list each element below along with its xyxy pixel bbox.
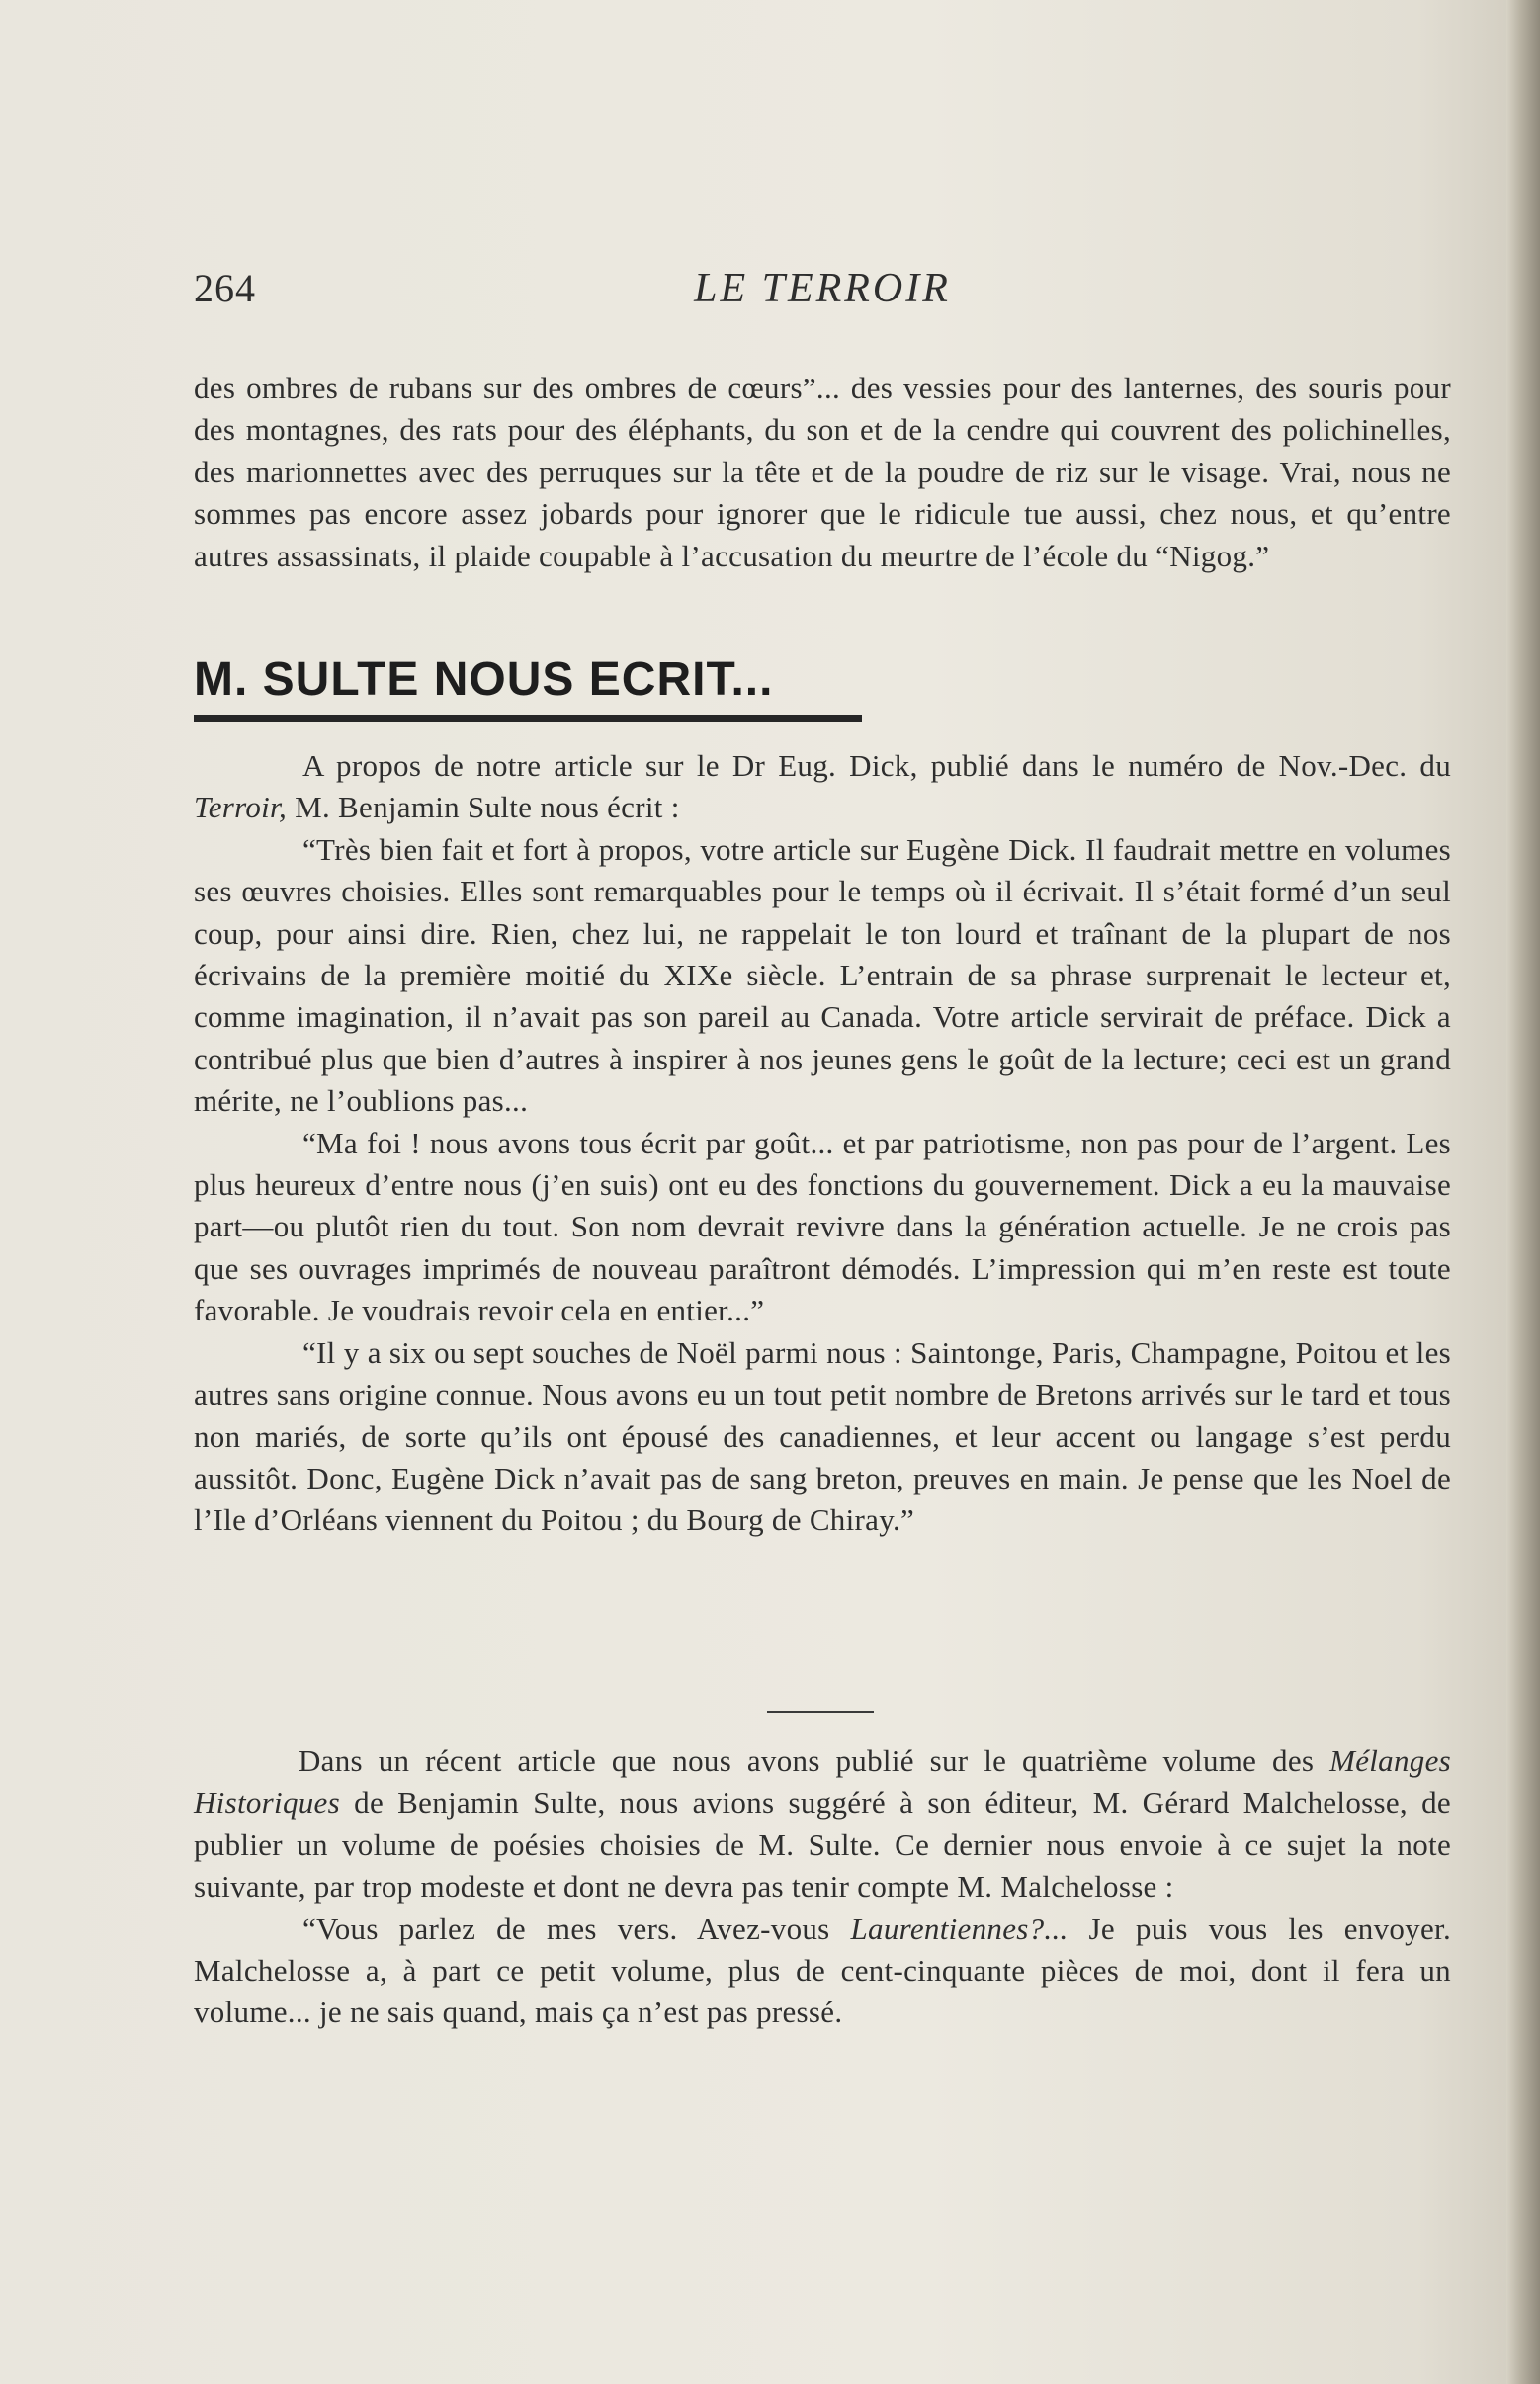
letter-text-block: [194, 745, 1451, 1542]
intro-paragraph: des ombres de rubans sur des ombres de cœurs”... des vessies pour des lanternes, des souris pour des montagnes, des rats pour des éléphants, du son et de la cendre qui couvrent des polichinelles, des marionnettes avec des perruques sur la tête et de la poudre de riz sur le visage. Vrai, nous ne sommes pas encore assez jobards pour ignorer que le ridicule tue aussi, chez nous, et qu’entre autres assassinats, il plaide coupable à l’accusation du meurtre de l’école du “Nigog.”: [194, 371, 1451, 573]
page-number: 264: [194, 266, 256, 310]
quote-paragraph-3: “Il y a six ou sept souches de Noël parmi nous : Saintonge, Paris, Champagne, Poitou et les autres sans origine connue. Nous avons eu un tout petit nombre de Bretons arrivés sur le tard et tous non mariés, de sorte qu’ils ont épousé des canadiennes, et leur accent ou langage s’est perdu aussitôt. Donc, Eugène Dick n’avait pas de sang breton, preuves en main. Je pense que les Noel de l’Ile d’Orléans viennent du Poitou ; du Bourg de Chiray.”: [194, 1334, 1451, 1538]
section-heading: M. SULTE NOUS ECRIT...: [194, 653, 774, 706]
section-separator: [767, 1711, 874, 1713]
quote-paragraph-2: “Ma foi ! nous avons tous écrit par goût... et par patriotisme, non pas pour de l’argent. Les plus heureux d’entre nous (j’en suis) ont eu des fonctions du gouvernement. Dick a eu la mauvaise part—ou plutôt rien du tout. Son nom devrait revivre dans la génération actuelle. Je ne crois pas que ses ouvrages imprimés de nouveau paraîtront démodés. L’impression qui m’en reste est toute favorable. Je voudrais revoir cela en entier...”: [194, 1125, 1451, 1328]
followup-2-book-title: Laurentiennes?...: [850, 1911, 1069, 1946]
followup-2-start: “Vous parlez de mes vers. Avez-vous: [302, 1911, 851, 1946]
followup-paragraph-1: [194, 1741, 1451, 1909]
running-title: LE TERROIR: [694, 266, 951, 311]
quote-paragraph-1: “Très bien fait et fort à propos, votre article sur Eugène Dick. Il faudrait mettre en volumes ses œuvres choisies. Elles sont remarquables pour le temps où il écrivait. Il s’était formé d’un seul coup, pour ainsi dire. Rien, chez lui, ne rappelait le ton lourd et traînant de la plupart de nos écrivains de la première moitié du XIXe siècle. L’entrain de sa phrase surprenait le lecteur et, comme imagination, il n’avait pas son pareil au Canada. Votre article servirait de préface. Dick a contribué plus que bien d’autres à inspirer à nos jeunes gens le goût de la lecture; ceci est un grand mérite, ne l’oublions pas...: [194, 831, 1451, 1119]
lead-paragraph: [194, 745, 1451, 829]
heading-underline: [194, 715, 862, 722]
lead-text-end: M. Benjamin Sulte nous écrit :: [287, 790, 680, 825]
followup-2-end: Je puis vous les envoyer. Malchelosse a, à part ce petit volume, plus de cent-cinquante pièces de moi, dont il fera un volume... je ne sais quand, mais ça n’est pas pressé.: [194, 1911, 1451, 2030]
intro-text-block: [194, 368, 1451, 577]
lead-journal-title: Terroir,: [194, 790, 288, 825]
page-header: [194, 265, 1451, 324]
followup-text-block: [194, 1741, 1451, 2034]
followup-paragraph-2: [194, 1909, 1451, 2034]
followup-1-book-title: Mélanges Historiques: [194, 1744, 1451, 1821]
lead-text-start: A propos de notre article sur le Dr Eug. Dick, publié dans le numéro de Nov.-Dec. du: [302, 748, 1451, 783]
followup-1-end: de Benjamin Sulte, nous avions suggéré à son éditeur, M. Gérard Malchelosse, de publier un volume de poésies choisies de M. Sulte. Ce dernier nous envoie à ce sujet la note suivante, par trop modeste et dont ne devra pas tenir compte M. Malchelosse :: [194, 1785, 1451, 1905]
page-binding-edge: [1506, 0, 1540, 2384]
followup-1-start: Dans un récent article que nous avons publié sur le quatrième volume des: [299, 1744, 1330, 1778]
